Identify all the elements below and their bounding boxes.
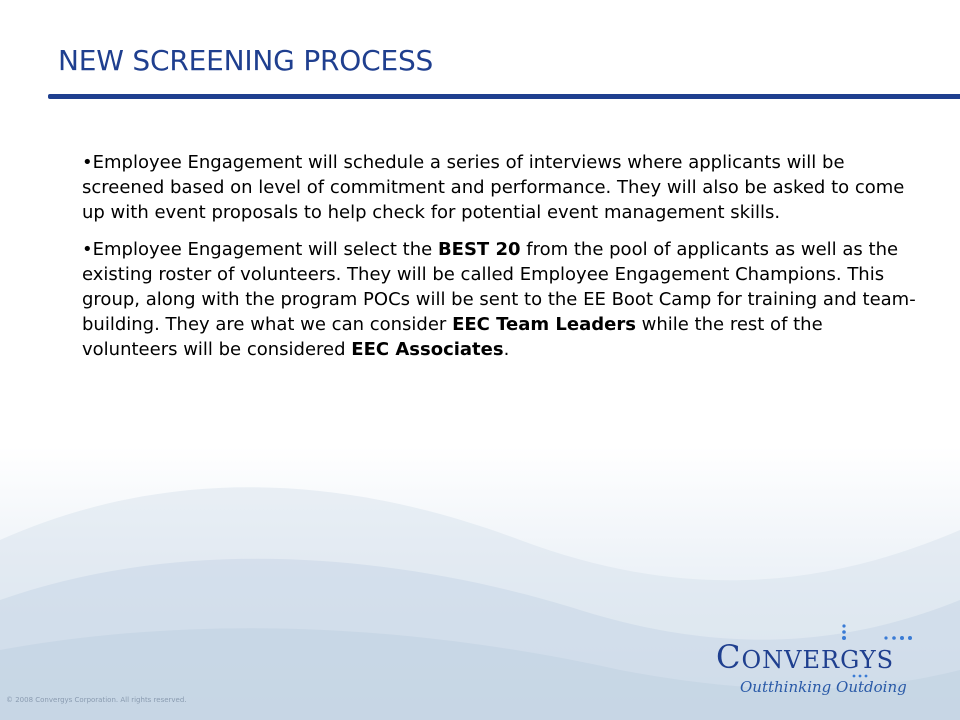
bullet-2-text-before: Employee Engagement will select the xyxy=(92,239,438,260)
slide-title: NEW SCREENING PROCESS xyxy=(58,44,434,77)
copyright-notice: © 2008 Convergys Corporation. All rights reserved. xyxy=(6,696,187,704)
logo-rest: ONVERGYS xyxy=(741,646,895,674)
bullet-item-1 xyxy=(82,150,922,225)
bullet-2-text-mid1: from the pool of applicants as well as the existing roster of volunteers. They will be called Employee Engagement Champions. This group, along with the program POCs will be sent to the EE Boot Camp for training and team-building. They are what we can consider xyxy=(82,239,916,335)
bullet-marker: • xyxy=(82,239,93,260)
slide-body xyxy=(82,150,922,374)
convergys-logo xyxy=(712,622,932,702)
logo-wordmark xyxy=(716,640,894,677)
bullet-2-bold-best20: BEST 20 xyxy=(437,239,521,260)
bullet-2-bold-team-leaders: EEC Team Leaders xyxy=(452,314,636,335)
bullet-2-bold-associates: EEC Associates xyxy=(351,339,504,360)
bullet-2-text-after: . xyxy=(503,339,510,360)
logo-tagline: Outthinking Outdoing xyxy=(740,678,907,696)
bullet-item-2 xyxy=(82,237,922,362)
bullet-2-text-mid2: while the rest of the volunteers will be considered xyxy=(82,314,823,360)
bullet-marker: • xyxy=(82,152,93,173)
logo-initial: C xyxy=(716,638,742,676)
title-underline xyxy=(48,94,960,99)
bullet-1-text: Employee Engagement will schedule a series of interviews where applicants will be screened based on level of commitment and performance. They will also be asked to come up with event proposals to help check for potential event management skills. xyxy=(82,152,905,223)
